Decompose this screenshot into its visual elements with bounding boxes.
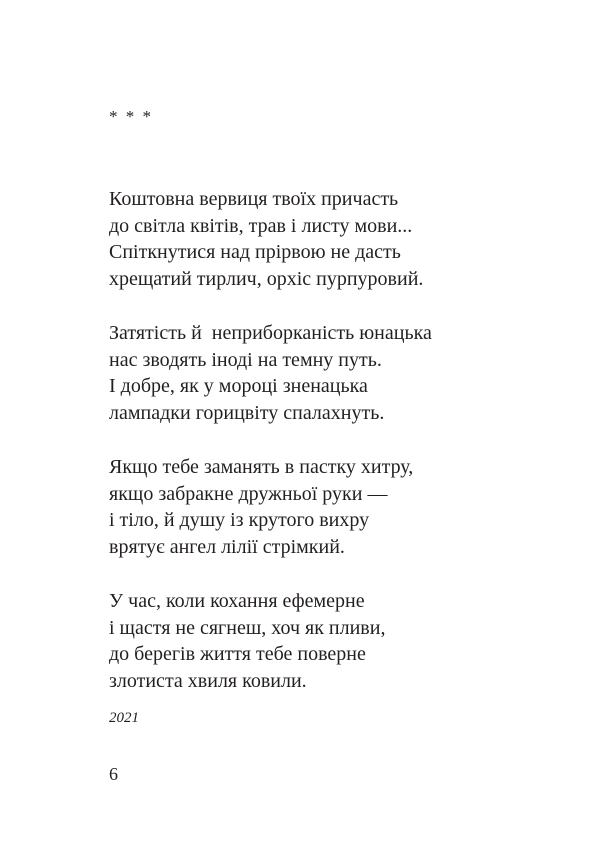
poem-line: і тіло, й душу із крутого вихру (109, 509, 370, 531)
poem-line: Спіткнутися над прірвою не дасть (109, 241, 401, 263)
poem-line: І добре, як у мороці зненацька (109, 375, 368, 397)
poem-date: 2021 (109, 710, 139, 726)
poem-line: до світла квітів, трав і листу мови... (109, 214, 413, 237)
poem-line: злотиста хвиля ковили. (109, 669, 307, 692)
poem-line: Якщо тебе заманять в пастку хитру, (109, 456, 414, 478)
section-separator: * * * (109, 107, 153, 126)
poem-line: врятує ангел лілії стрімкий. (109, 535, 345, 558)
poem-line: до берегів життя тебе поверне (109, 643, 366, 665)
stanza-1 (109, 186, 579, 292)
poem-line: і щастя не сягнеш, хоч як пливи, (109, 616, 386, 639)
poem-line: Коштовна вервиця твоїх причасть (109, 188, 399, 210)
stanza-2 (109, 320, 579, 426)
poem-line: нас зводять іноді на темну путь. (109, 348, 382, 371)
poem-line: хрещатий тирлич, орхіс пурпуровий. (109, 267, 424, 290)
stanza-3 (109, 454, 579, 560)
poem-line: якщо забракне дружньої руки — (109, 482, 388, 505)
stanza-4 (109, 588, 579, 694)
poem-body (109, 186, 579, 722)
poem-line: У час, коли кохання ефемерне (109, 590, 365, 612)
poem-line: Затятість й неприборканість юнацька (109, 322, 432, 344)
page-number: 6 (109, 764, 118, 784)
poem-line: лампадки горицвіту спалахнуть. (109, 401, 385, 424)
